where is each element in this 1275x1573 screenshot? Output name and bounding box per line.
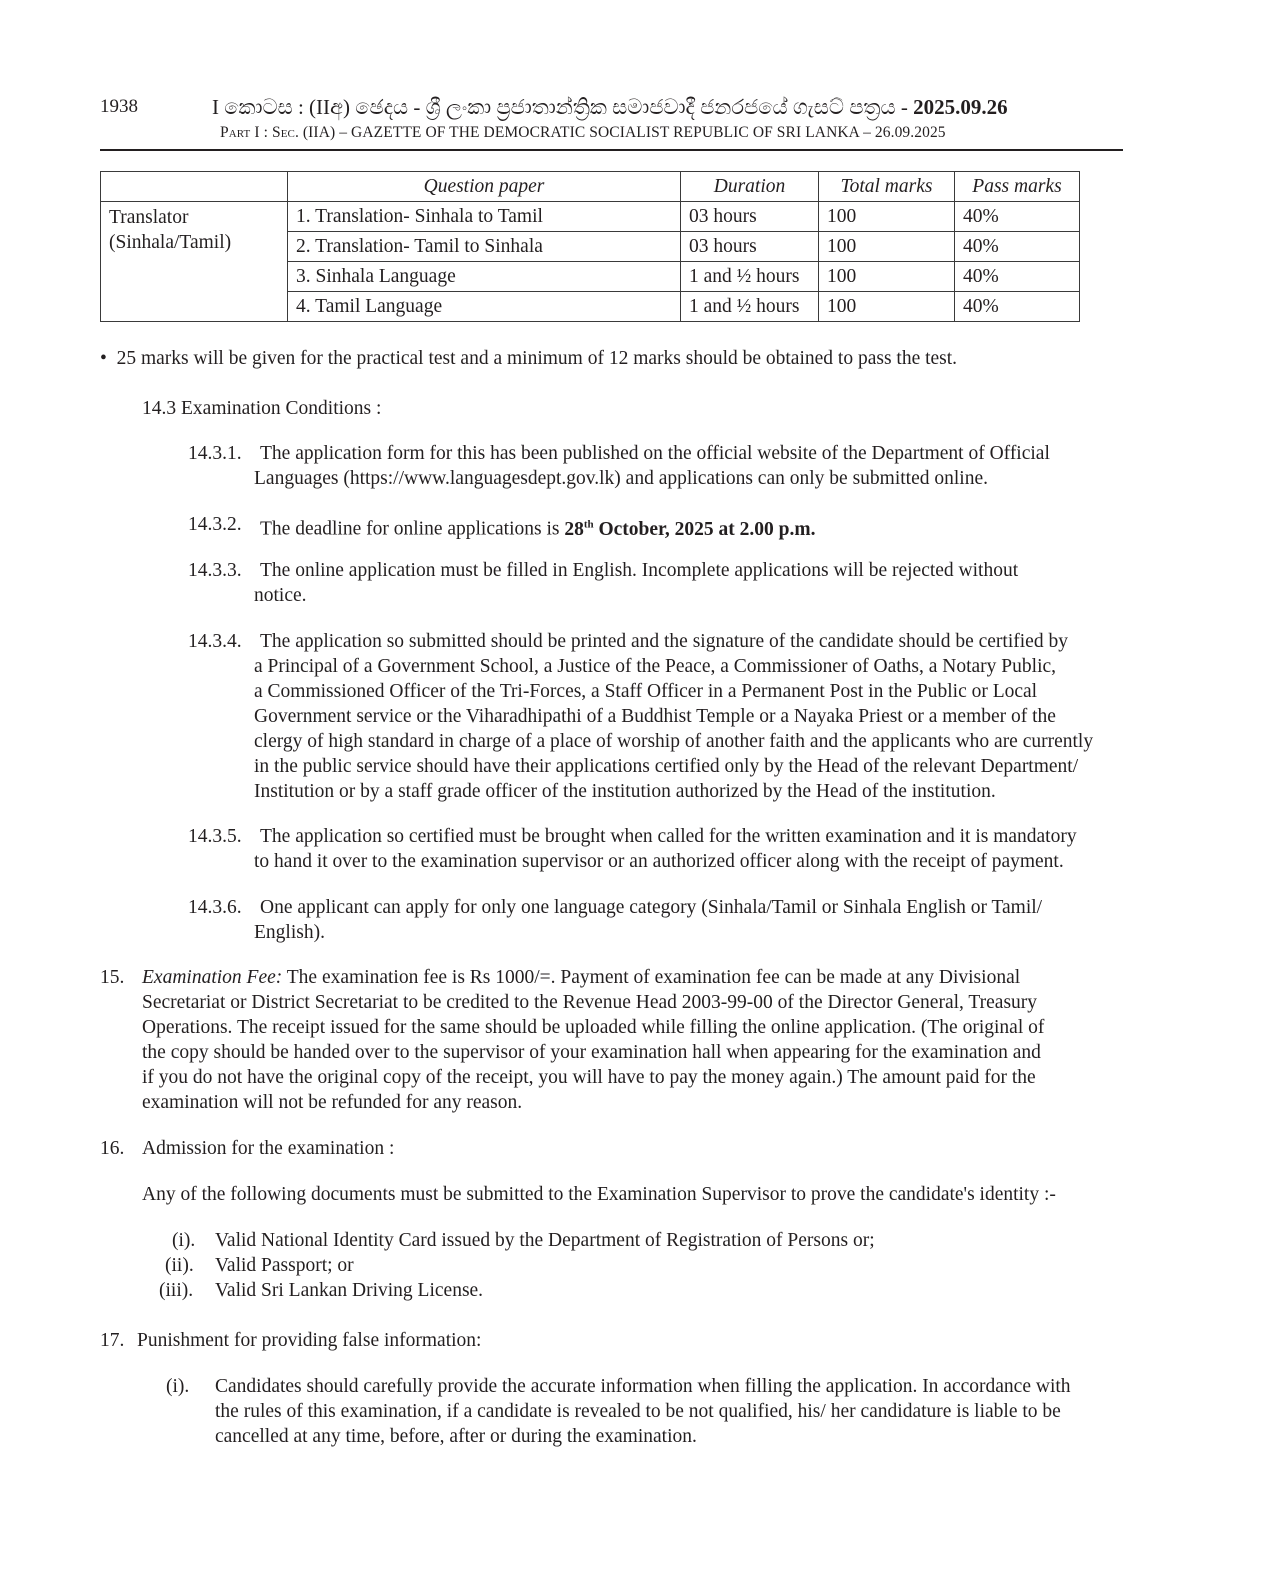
section-intro: Any of the following documents must be submitted to the Examination Supervisor to prove the candidate's identity :- <box>142 1184 1056 1205</box>
post-name: Translator <box>109 207 189 228</box>
deadline-prefix: The deadline for online applications is <box>260 518 565 540</box>
deadline-text <box>260 512 816 542</box>
table-cell-pass: 40% <box>955 232 1080 262</box>
clause-line: a Principal of a Government School, a Justice of the Peace, a Commissioner of Oaths, a Notary Public, <box>254 656 1057 677</box>
table-cell-duration: 03 hours <box>681 202 819 232</box>
clause-line: The application so submitted should be printed and the signature of the candidate should be certified by <box>260 631 1068 652</box>
table-cell-paper: 4. Tamil Language <box>288 292 681 322</box>
table-header-pass-marks: Pass marks <box>955 172 1080 202</box>
table-cell-pass: 40% <box>955 292 1080 322</box>
clause-line: Languages (https://www.languagesdept.gov.lk) and applications can only be submitted online. <box>254 468 988 489</box>
header-english-text: (IIA) – GAZETTE OF THE DEMOCRATIC SOCIALIST REPUBLIC OF SRI LANKA – 26.09.2025 <box>302 124 946 141</box>
clause-line: to hand it over to the examination supervisor or an authorized officer along with the receipt of payment. <box>254 851 1064 872</box>
section-line: Secretariat or District Secretariat to be credited to the Revenue Head 2003-99-00 of the Director General, Treasury <box>142 992 1038 1013</box>
table-header-question-paper: Question paper <box>288 172 681 202</box>
page-number: 1938 <box>100 96 138 117</box>
clause-line: notice. <box>254 585 307 606</box>
header-sinhala-date: 2025.09.26 <box>913 95 1008 119</box>
clause-line: The application so certified must be brought when called for the written examination and it is mandatory <box>260 826 1077 847</box>
clause-line: Government service or the Viharadhipathi of a Buddhist Temple or a Nayaka Priest or a member of the <box>254 706 1056 727</box>
section-label: Examination Fee: <box>142 967 283 988</box>
table-cell-pass: 40% <box>955 202 1080 232</box>
table-cell-duration: 03 hours <box>681 232 819 262</box>
section-line: Operations. The receipt issued for the same should be uploaded while filling the online application. (The original of <box>142 1017 1045 1038</box>
list-item-number: (i). <box>172 1230 196 1251</box>
table-cell-total: 100 <box>819 292 955 322</box>
table-cell-paper: 3. Sinhala Language <box>288 262 681 292</box>
clause-number: 14.3.6. <box>188 897 242 918</box>
header-sec-label: Sec. <box>271 124 299 141</box>
list-item-line: the rules of this examination, if a candidate is revealed to be not qualified, his/ her candidature is liable to be <box>215 1401 1061 1422</box>
clause-number: 14.3.1. <box>188 443 242 464</box>
clause-line: Institution or by a staff grade officer of the institution authorized by the Head of the institution. <box>254 781 996 802</box>
list-item-line: cancelled at any time, before, after or during the examination. <box>215 1426 697 1447</box>
header-divider <box>100 149 1123 151</box>
section-14-3-heading: 14.3 Examination Conditions : <box>142 398 382 419</box>
section-heading: Admission for the examination : <box>142 1138 395 1159</box>
clause-number: 14.3.2. <box>188 514 242 535</box>
section-line: Examination Fee: The examination fee is Rs 1000/=. Payment of examination fee can be made at any Divisional <box>142 967 1021 988</box>
table-cell-duration: 1 and ½ hours <box>681 262 819 292</box>
table-header-row <box>101 172 1080 202</box>
list-item-number: (ii). <box>165 1255 194 1276</box>
practical-note <box>100 346 957 371</box>
header-english-title: Part I : Sec. (IIA) – GAZETTE OF THE DEMOCRATIC SOCIALIST REPUBLIC OF SRI LANKA – 26.09.2025 <box>220 124 946 141</box>
practical-note-text: 25 marks will be given for the practical test and a minimum of 12 marks should be obtained to pass the test. <box>116 348 958 369</box>
table-cell-total: 100 <box>819 232 955 262</box>
table-header-total-marks: Total marks <box>819 172 955 202</box>
clause-line: The online application must be filled in English. Incomplete applications will be rejected without <box>260 560 1019 581</box>
list-item-number: (iii). <box>159 1280 194 1301</box>
section-line: if you do not have the original copy of the receipt, you will have to pay the money again.) The amount paid for the <box>142 1067 1036 1088</box>
table-cell-pass: 40% <box>955 262 1080 292</box>
table-cell-total: 100 <box>819 202 955 232</box>
clause-line: One applicant can apply for only one language category (Sinhala/Tamil or Sinhala English or Tamil/ <box>260 897 1043 918</box>
section-number: 15. <box>100 967 125 988</box>
clause-line: in the public service should have their applications certified only by the Head of the relevant Department/ <box>254 756 1079 777</box>
clause-number: 14.3.4. <box>188 631 242 652</box>
table-cell-paper: 2. Translation- Tamil to Sinhala <box>288 232 681 262</box>
list-item-line: Candidates should carefully provide the accurate information when filling the application. In accordance with <box>215 1376 1071 1397</box>
clause-number: 14.3.5. <box>188 826 242 847</box>
exam-papers-table <box>100 171 1080 322</box>
table-header-duration: Duration <box>681 172 819 202</box>
clause-line: clergy of high standard in charge of a place of worship of another faith and the applicants who are currently <box>254 731 1094 752</box>
table-cell-paper: 1. Translation- Sinhala to Tamil <box>288 202 681 232</box>
table-cell-duration: 1 and ½ hours <box>681 292 819 322</box>
section-number: 17. <box>100 1330 125 1351</box>
list-item: Valid Sri Lankan Driving License. <box>215 1280 484 1301</box>
section-number: 16. <box>100 1138 125 1159</box>
table-cell-total: 100 <box>819 262 955 292</box>
bullet-icon: • <box>100 348 107 369</box>
clause-line: a Commissioned Officer of the Tri-Forces, a Staff Officer in a Permanent Post in the Public or Local <box>254 681 1038 702</box>
table-header-post <box>101 172 288 202</box>
clause-line: The application form for this has been published on the official website of the Department of Official <box>260 443 1050 464</box>
deadline-date: 28th October, 2025 at 2.00 p.m. <box>564 518 816 540</box>
clause-line: English). <box>254 922 325 943</box>
list-item: Valid Passport; or <box>215 1255 354 1276</box>
header-sinhala-title <box>212 95 1010 120</box>
header-sinhala-text: I කොටස : (IIඅ) ඡෙදය - ශ්‍රී ලංකා ප්‍රජාතාන්ත්‍රික සමාජවාදී ජනරජයේ ගැසට් පත්‍රය - <box>212 95 914 119</box>
clause-number: 14.3.3. <box>188 560 242 581</box>
header-part-label: Part I <box>220 124 260 141</box>
section-heading: Punishment for providing false information: <box>137 1330 482 1351</box>
post-language: (Sinhala/Tamil) <box>109 232 232 253</box>
section-line: the copy should be handed over to the supervisor of your examination hall when appearing for the examination and <box>142 1042 1041 1063</box>
table-row <box>101 202 1080 232</box>
table-cell-post <box>101 202 288 322</box>
list-item-number: (i). <box>166 1376 190 1397</box>
list-item: Valid National Identity Card issued by the Department of Registration of Persons or; <box>215 1230 875 1251</box>
section-line: examination will not be refunded for any reason. <box>142 1092 523 1113</box>
